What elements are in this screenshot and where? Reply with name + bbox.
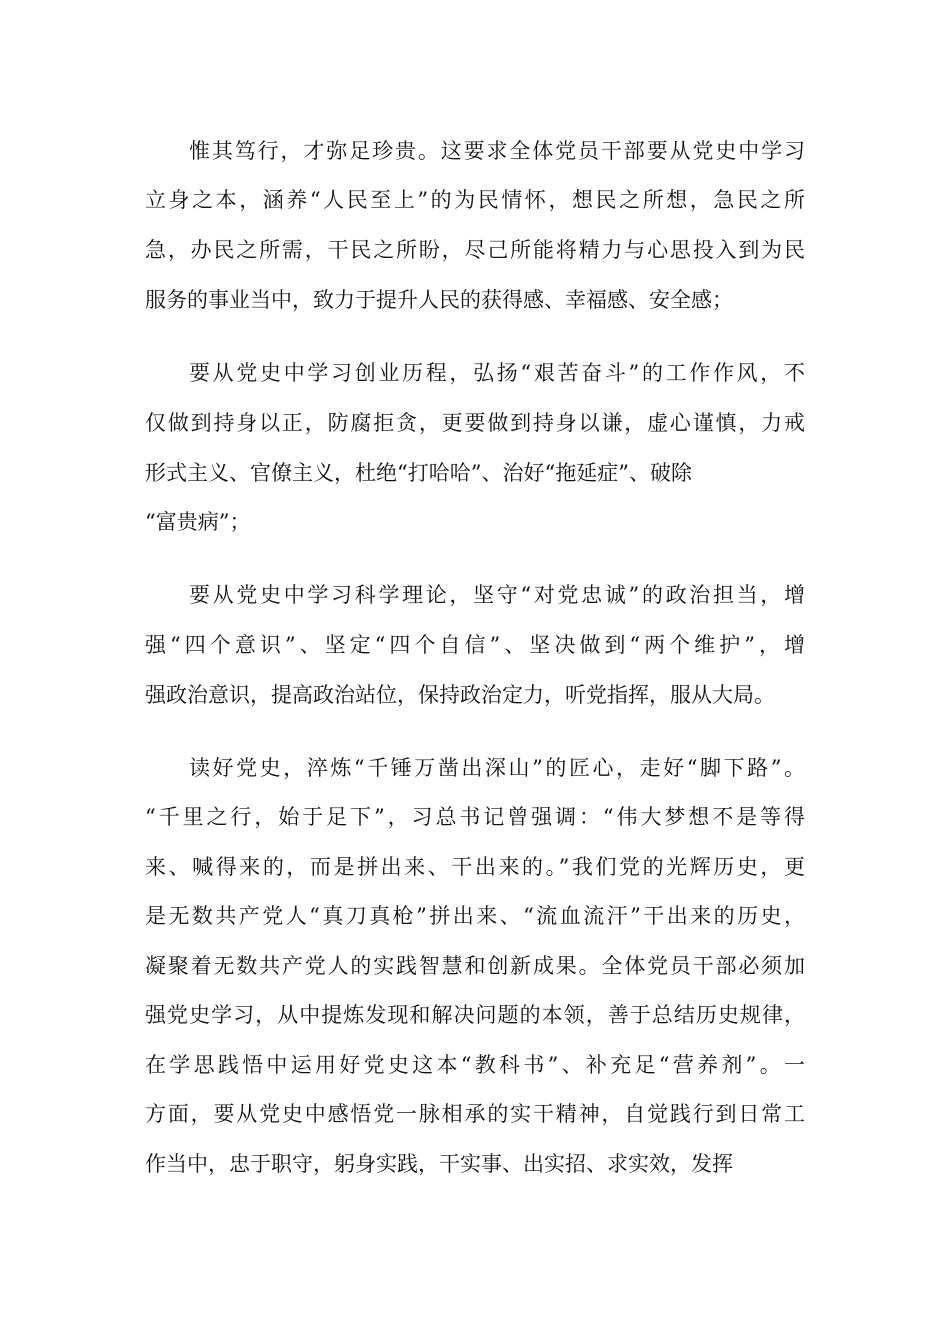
paragraph-line: 立身之本，涵养“人民至上”的为民情怀，想民之所想，急民之所 [145, 188, 805, 212]
paragraph-line: 强政治意识，提高政治站位，保持政治定力，听党指挥，服从大局。 [145, 683, 775, 707]
paragraph-line: “富贵病”； [145, 510, 251, 534]
paragraph-line: 是无数共产党人“真刀真枪”拼出来、“流血流汗”干出来的历史， [145, 904, 805, 928]
paragraph-line: 来、喊得来的，而是拼出来、干出来的。”我们党的光辉历史，更 [145, 855, 805, 879]
paragraph-line: 服务的事业当中，致力于提升人民的获得感、幸福感、安全感； [145, 288, 733, 312]
paragraph-line: 读好党史，淬炼“千锤万凿出深山”的匠心，走好“脚下路”。 [189, 756, 805, 780]
paragraph-line: 凝聚着无数共产党人的实践智慧和创新成果。全体党员干部必须加 [145, 954, 805, 978]
paragraph-line: 作当中，忠于职守，躬身实践，干实事、出实招、求实效，发挥 [145, 1152, 733, 1176]
paragraph-line: 在学思践悟中运用好党史这本“教科书”、补充足“营养剂”。一 [145, 1053, 805, 1077]
paragraph-line: 形式主义、官僚主义，杜绝“打哈哈”、治好“拖延症”、破除 [145, 461, 692, 485]
paragraph-line: 急，办民之所需，干民之所盼，尽己所能将精力与心思投入到为民 [145, 238, 805, 262]
paragraph-line: 强党史学习，从中提炼发现和解决问题的本领，善于总结历史规律， [145, 1003, 805, 1027]
paragraph-line: 惟其笃行，才弥足珍贵。这要求全体党员干部要从党史中学习 [189, 139, 805, 163]
paragraph-line: 要从党史中学习科学理论，坚守“对党忠诚”的政治担当，增 [189, 583, 805, 607]
paragraph-line: 要从党史中学习创业历程，弘扬“艰苦奋斗”的工作作风，不 [189, 361, 805, 385]
paragraph-line: 仅做到持身以正，防腐拒贪，更要做到持身以谦，虚心谨慎，力戒 [145, 411, 805, 435]
paragraph-line: 强“四个意识”、坚定“四个自信”、坚决做到“两个维护”，增 [145, 633, 805, 657]
paragraph-line: “千里之行，始于足下”，习总书记曾强调：“伟大梦想不是等得 [145, 805, 805, 829]
paragraph-line: 方面，要从党史中感悟党一脉相承的实干精神，自觉践行到日常工 [145, 1102, 805, 1126]
